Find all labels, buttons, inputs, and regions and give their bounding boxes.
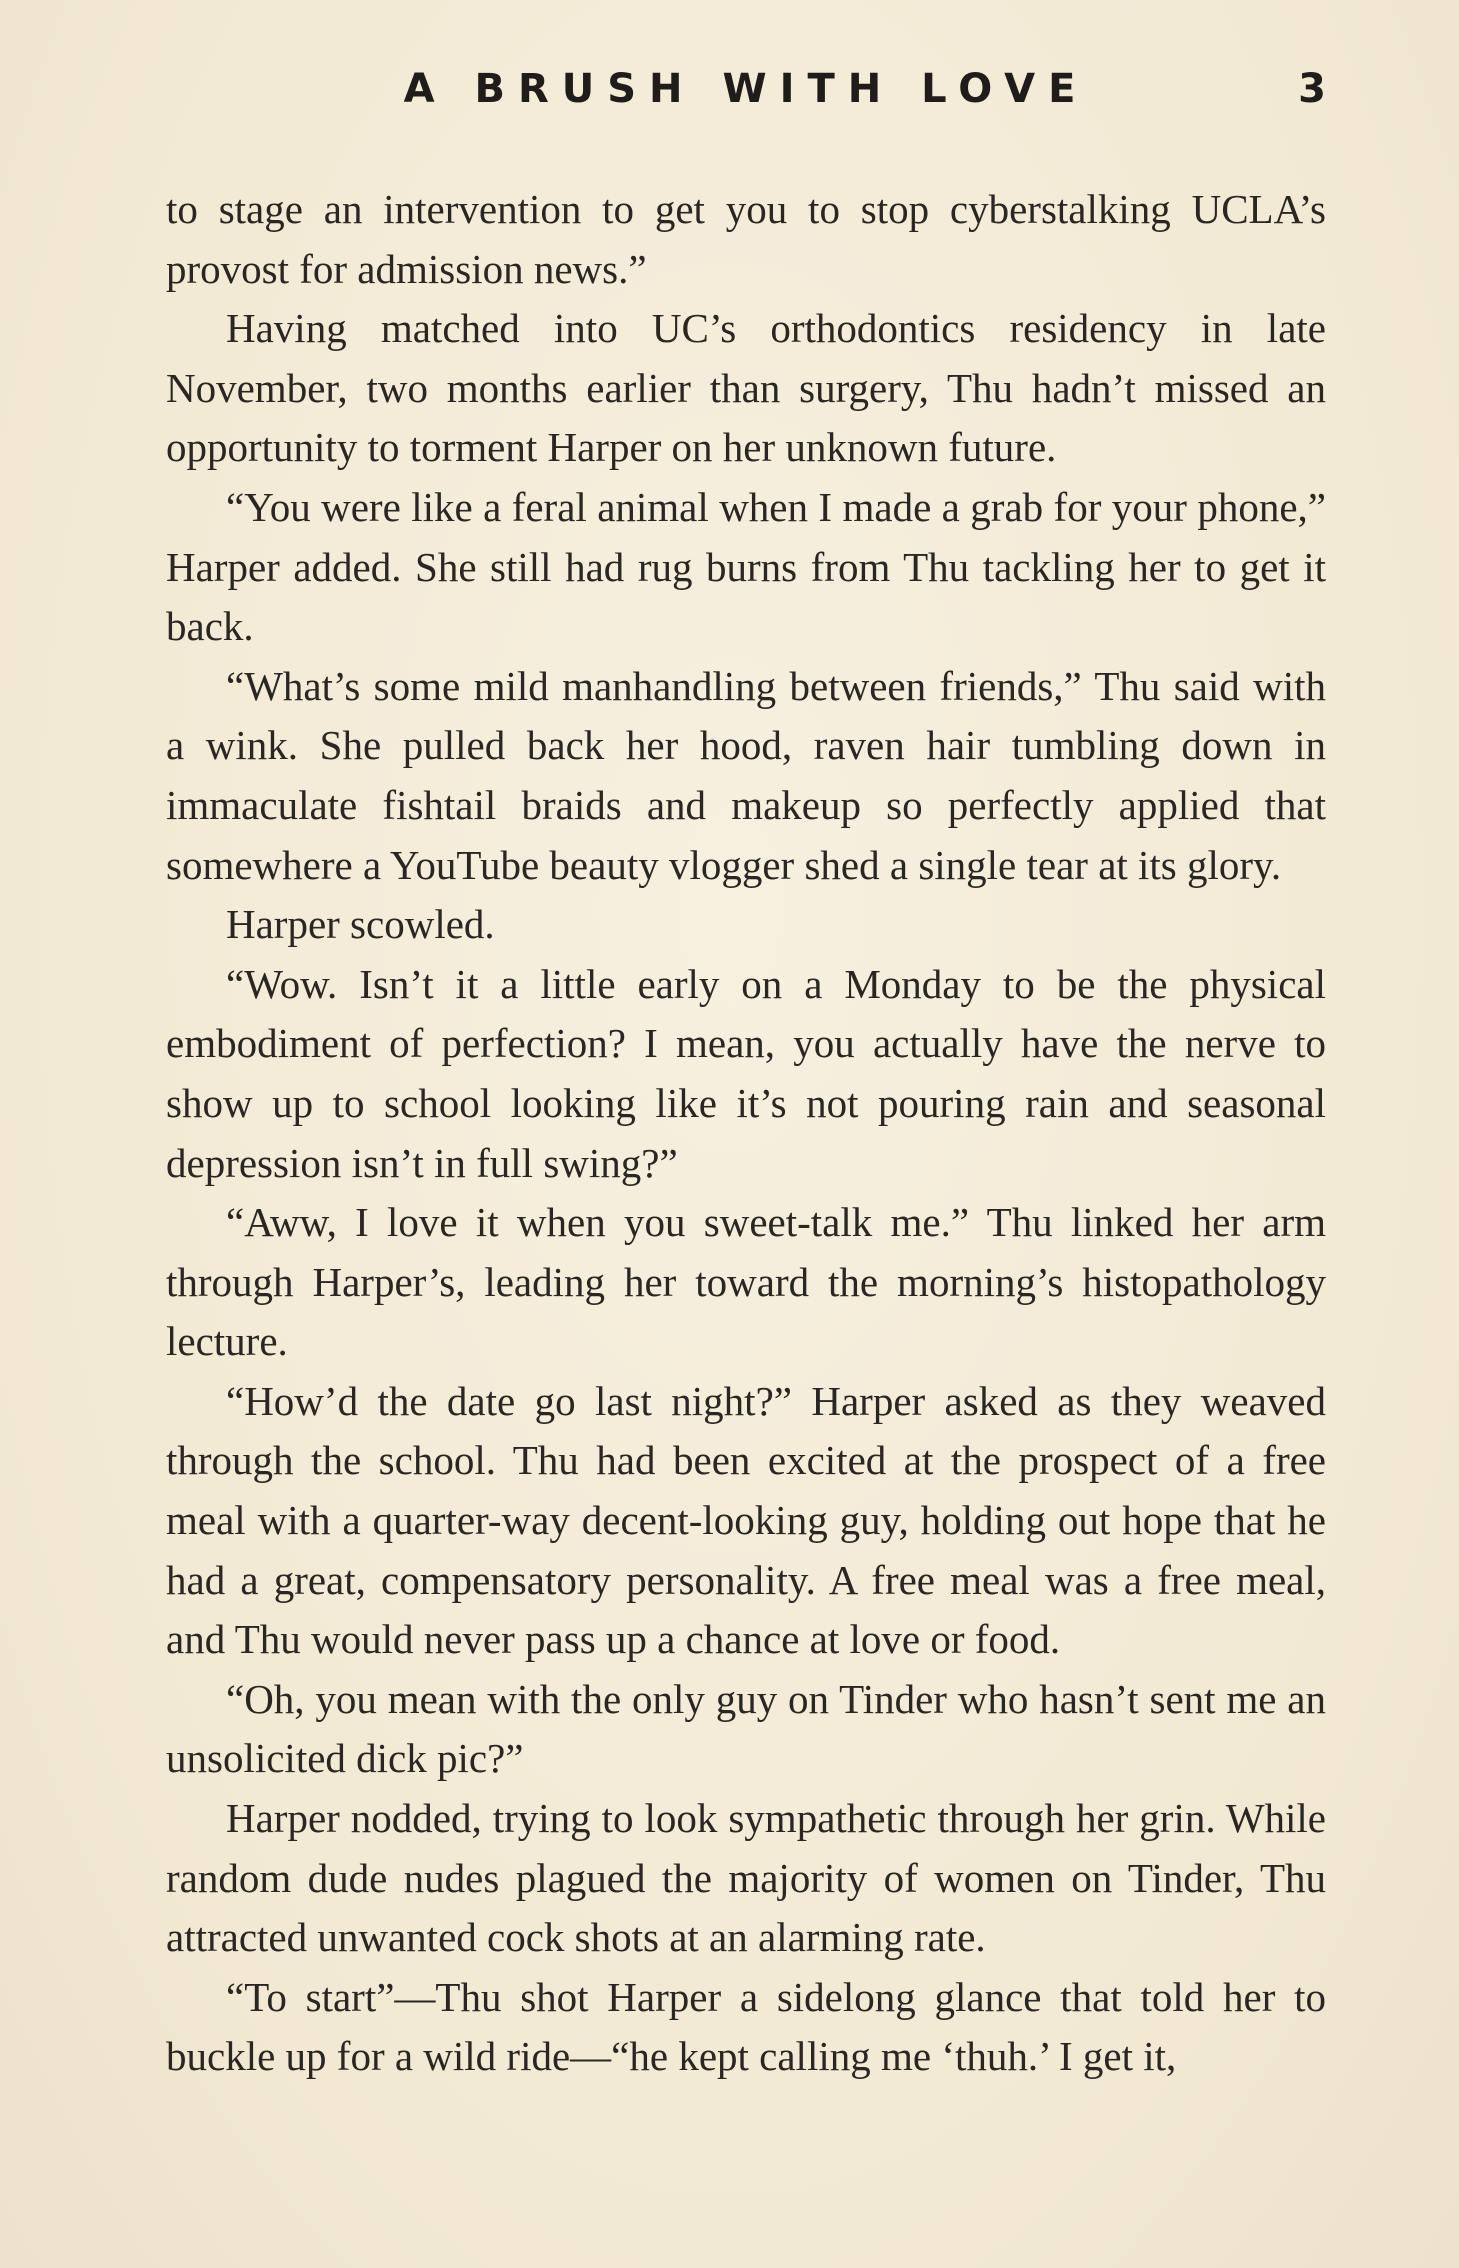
paragraph: “To start”—Thu shot Harper a sidelong glance that told her to buckle up for a wild ride—“he kept calling me ‘thuh.’ I get it, [166, 1973, 1326, 2080]
paragraph: “How’d the date go last night?” Harper asked as they weaved through the school. Thu had been excited at the prospect of a free meal with a quarter-way decent-looking guy, holding out hope that he had a great, compensatory personality. A free meal was a free meal, and Thu would never pass up a chance at love or food. [166, 1377, 1326, 1663]
running-head [166, 66, 1326, 126]
page-number: 3 [1298, 66, 1326, 112]
paragraph: to stage an intervention to get you to stop cyberstalking UCLA’s provost for admission news.” [166, 186, 1326, 292]
paragraph: “You were like a feral animal when I made a grab for your phone,” Harper added. She still had rug burns from Thu tackling her to get it back. [166, 483, 1326, 650]
paragraph: Having matched into UC’s orthodontics residency in late November, two months earlier than surgery, Thu hadn’t missed an opportunity to torment Harper on her unknown future. [166, 305, 1326, 471]
body-text [166, 180, 1326, 2087]
paragraph: “Oh, you mean with the only guy on Tinder who hasn’t sent me an unsolicited dick pic?” [166, 1675, 1326, 1782]
book-title: A BRUSH WITH LOVE [403, 66, 1089, 112]
paragraph: “What’s some mild manhandling between friends,” Thu said with a wink. She pulled back her hood, raven hair tumbling down in immaculate fishtail braids and makeup so perfectly applied that somewhere a YouTube beauty vlogger shed a single tear at its glory. [166, 662, 1326, 888]
paragraph: Harper nodded, trying to look sympathetic through her grin. While random dude nudes plagued the majority of women on Tinder, Thu attracted unwanted cock shots at an alarming rate. [166, 1795, 1326, 1961]
paragraph: “Wow. Isn’t it a little early on a Monday to be the physical embodiment of perfection? I mean, you actually have the nerve to show up to school looking like it’s not pouring rain and seasonal depression isn’t in full swing?” [166, 960, 1326, 1186]
paragraph: Harper scowled. [226, 901, 495, 948]
paragraph: “Aww, I love it when you sweet-talk me.” Thu linked her arm through Harper’s, leading her toward the morning’s histopathology lecture. [166, 1199, 1326, 1365]
